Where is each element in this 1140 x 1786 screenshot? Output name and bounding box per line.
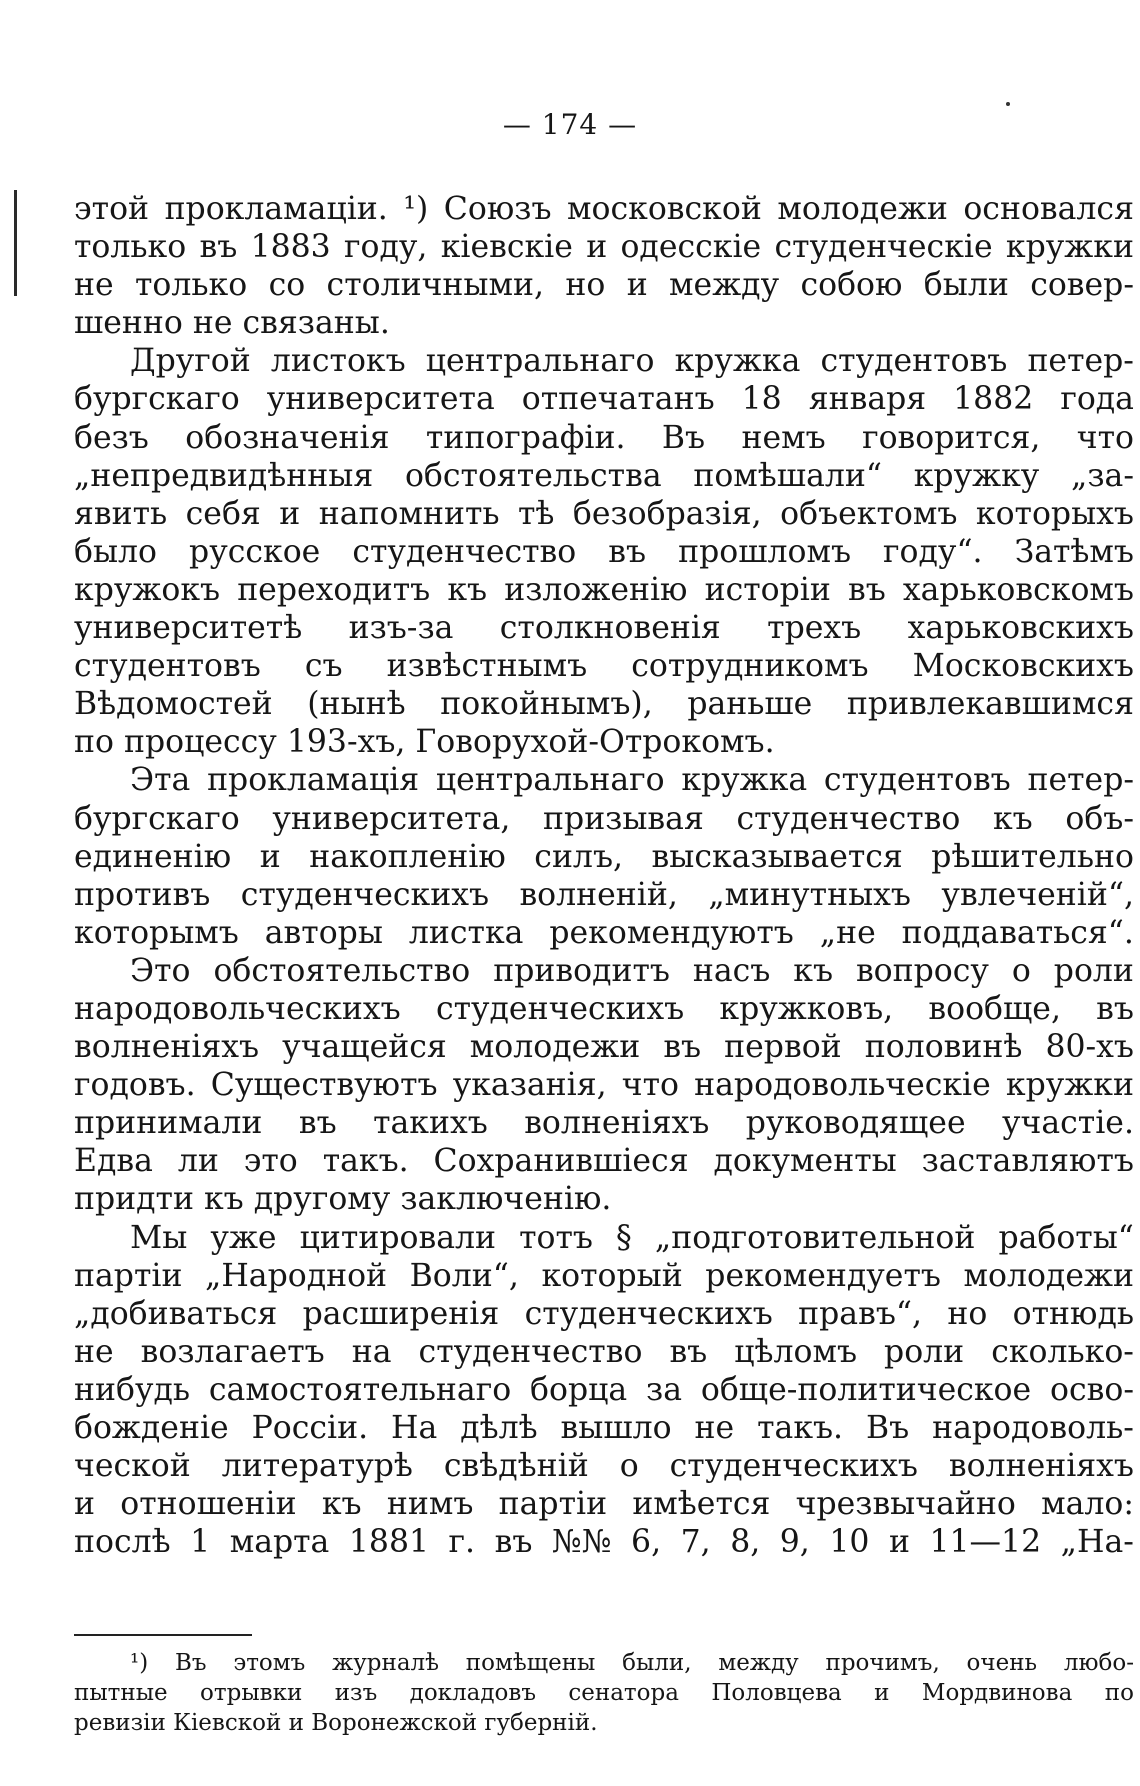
text-line: божденіе Россіи. На дѣлѣ вышло не такъ. Въ народоволь- bbox=[74, 1410, 1134, 1446]
text-line: только въ 1883 году, кіевскіе и одесскіе студенческіе кружки bbox=[74, 229, 1134, 266]
text-line: принимали въ такихъ волненіяхъ руководящее участіе. bbox=[74, 1105, 1134, 1142]
text-line: этой прокламаціи. ¹) Союзъ московской молодежи основался bbox=[74, 191, 1134, 227]
text-line: волненіяхъ учащейся молодежи въ первой половинѣ 80-хъ bbox=[74, 1029, 1134, 1066]
text-line: послѣ 1 марта 1881 г. въ №№ 6, 7, 8, 9, 10 и 11—12 „На- bbox=[74, 1524, 1134, 1561]
text-line: Это обстоятельство приводитъ насъ къ вопросу о роли bbox=[130, 952, 1134, 989]
text-line: Эта прокламація центральнаго кружка студентовъ петер- bbox=[130, 762, 1134, 799]
text-line: нибудь самостоятельнаго борца за обще-политическое осво- bbox=[74, 1371, 1134, 1408]
text-line: университетѣ изъ-за столкновенія трехъ харьковскихъ bbox=[74, 610, 1134, 647]
text-line: бургскаго университета, призывая студенчество къ объ- bbox=[74, 800, 1134, 837]
text-line: было русское студенчество въ прошломъ году“. Затѣмъ bbox=[74, 533, 1134, 570]
text-line: кружокъ переходитъ къ изложенію исторіи въ харьковскомъ bbox=[74, 571, 1134, 608]
footnote-line: ревизіи Кіевской и Воронежской губерній. bbox=[74, 1710, 598, 1736]
text-line: которымъ авторы листка рекомендуютъ „не поддаваться“. bbox=[74, 914, 1134, 951]
footnote-block bbox=[74, 1648, 1134, 1738]
speck-mark bbox=[1006, 102, 1010, 106]
margin-pencil-mark bbox=[14, 190, 17, 296]
footnote-line: пытные отрывки изъ докладовъ сенатора Половцева и Мордвинова по bbox=[74, 1680, 1134, 1706]
text-line: единенію и накопленію силъ, высказывается рѣшительно bbox=[74, 838, 1134, 875]
text-line: не возлагаетъ на студенчество въ цѣломъ роли сколько- bbox=[74, 1333, 1134, 1370]
text-line: безъ обозначенія типографіи. Въ немъ говорится, что bbox=[74, 419, 1134, 456]
text-line: не только со столичными, но и между собою были совер- bbox=[74, 267, 1134, 304]
footnote-separator bbox=[74, 1634, 252, 1636]
text-line: народовольческихъ студенческихъ кружковъ, вообще, въ bbox=[74, 990, 1134, 1027]
text-line: бургскаго университета отпечатанъ 18 января 1882 года bbox=[74, 381, 1134, 418]
text-line: студентовъ съ извѣстнымъ сотрудникомъ Московскихъ bbox=[74, 648, 1134, 685]
text-line: и отношеніи къ нимъ партіи имѣется чрезвычайно мало: bbox=[74, 1486, 1134, 1523]
text-line: явить себя и напомнить тѣ безобразія, объектомъ которыхъ bbox=[74, 495, 1134, 532]
text-line: шенно не связаны. bbox=[74, 305, 390, 342]
main-text-block bbox=[74, 190, 1134, 1561]
text-line: партіи „Народной Воли“, который рекомендуетъ молодежи bbox=[74, 1257, 1134, 1294]
text-line: „добиваться расширенія студенческихъ правъ“, но отнюдь bbox=[74, 1295, 1134, 1332]
text-line: „непредвидѣнныя обстоятельства помѣшали“ кружку „за- bbox=[74, 457, 1134, 494]
page-number: — 174 — bbox=[502, 108, 638, 141]
text-line: Другой листокъ центральнаго кружка студентовъ петер- bbox=[130, 343, 1134, 380]
text-line: по процессу 193-хъ, Говорухой-Отрокомъ. bbox=[74, 724, 775, 761]
text-line: противъ студенческихъ волненій, „минутныхъ увлеченій“, bbox=[74, 876, 1134, 913]
text-line: Мы уже цитировали тотъ § „подготовительной работы“ bbox=[130, 1219, 1134, 1256]
text-line: Вѣдомостей (нынѣ покойнымъ), раньше привлекавшимся bbox=[74, 686, 1134, 723]
text-line: придти къ другому заключенію. bbox=[74, 1181, 612, 1218]
footnote-line: ¹) Въ этомъ журналѣ помѣщены были, между прочимъ, очень любо- bbox=[130, 1650, 1134, 1676]
text-line: ческой литературѣ свѣдѣній о студенческихъ волненіяхъ bbox=[74, 1448, 1134, 1485]
text-line: Едва ли это такъ. Сохранившіеся документы заставляютъ bbox=[74, 1143, 1134, 1180]
text-line: годовъ. Существуютъ указанія, что народовольческіе кружки bbox=[74, 1067, 1134, 1104]
